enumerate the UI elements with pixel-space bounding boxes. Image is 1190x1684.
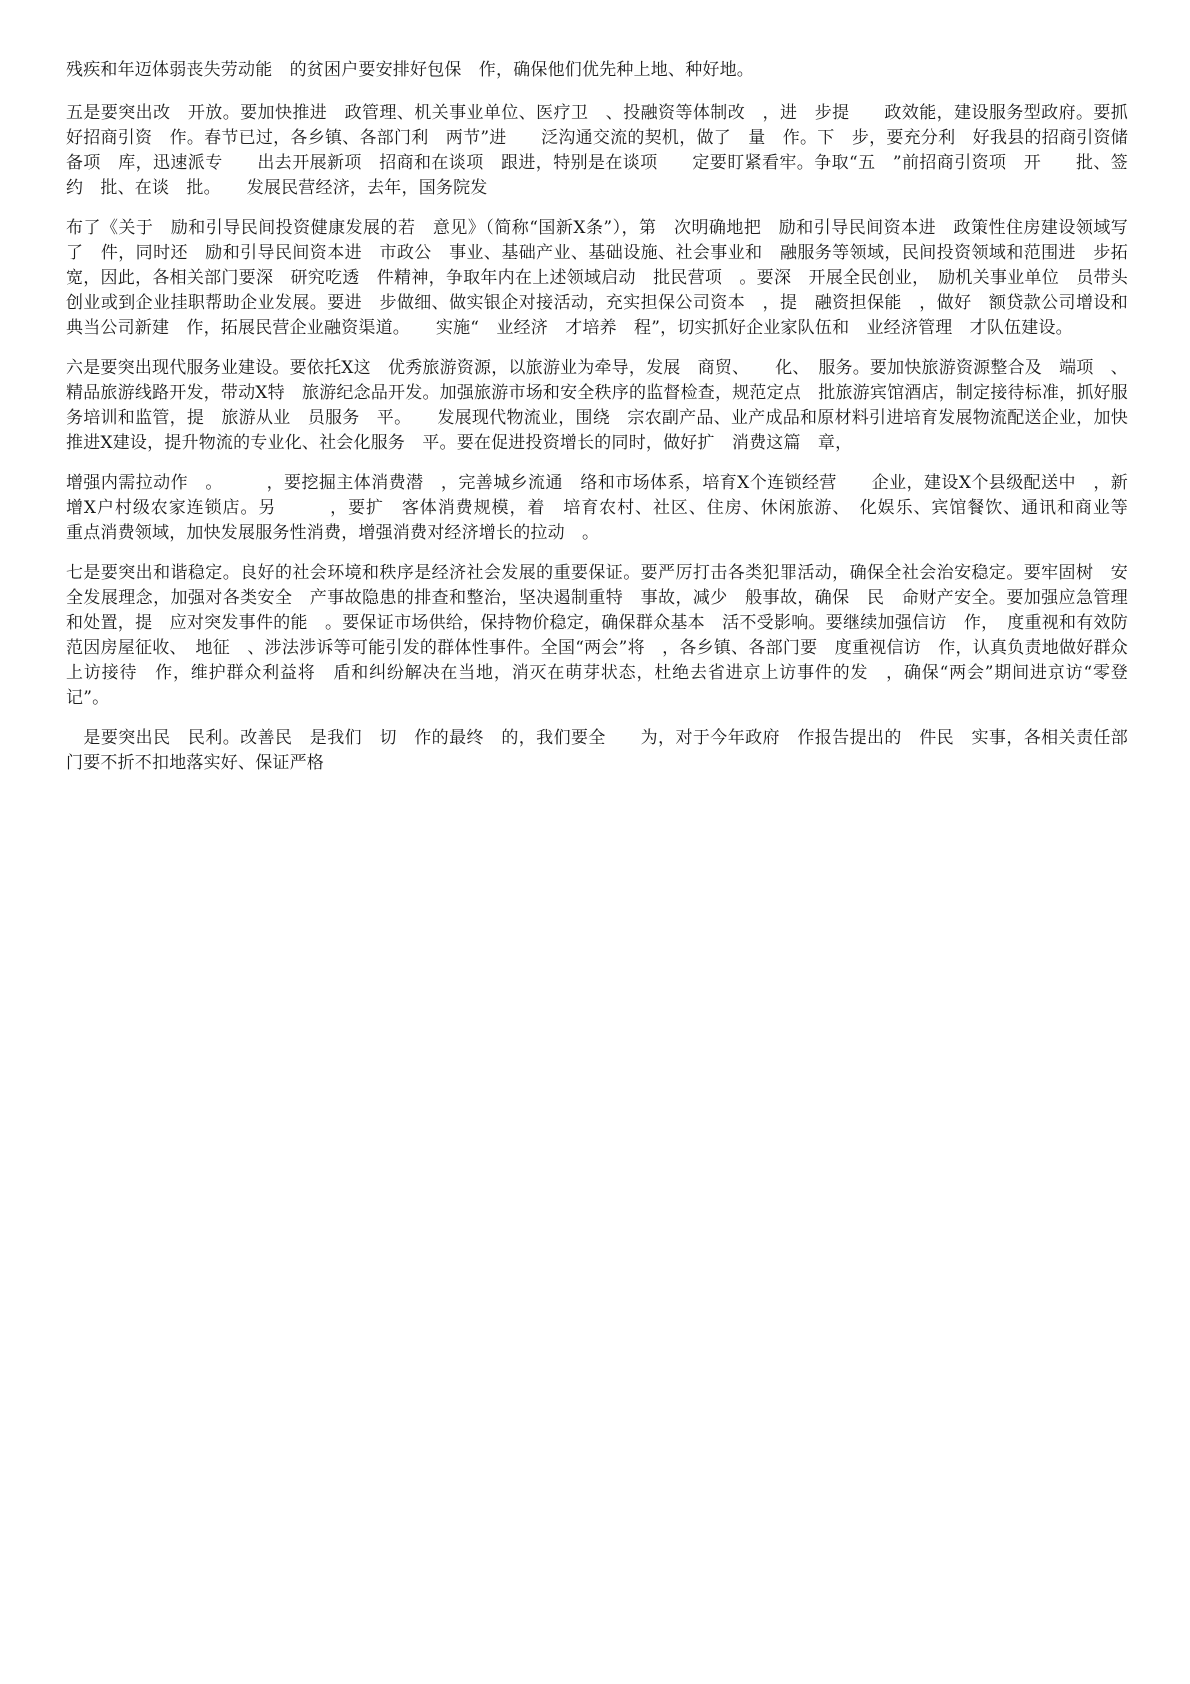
paragraph-private-investment: 布了《关于 励和引导民间投资健康发展的若 意见》（简称“国新X条”），第 次明确地把 励和引导民间资本进 政策性住房建设领域写 了 件，同时还 励和引导民间资本进 市政公 事业、基础产业、基础设施、社会事业和 融服务等领域，民间投资领域和范围进 步拓宽，因此，各相关部门要深 研究吃透 件精神，争取年内在上述领域启动 批民营项 。要深 开展全民创业， 励机关事业单位 员带头创业或到企业挂职帮助企业发展。要进 步做细、做实银企对接活动，充实担保公司资本 ，提 融资担保能 ，做好 额贷款公司增设和典当公司新建 作，拓展民营企业融资渠道。 实施“ 业经济 才培养 程”，切实抓好企业家队伍和 业经济管理 才队伍建设。	[66, 218, 1146, 338]
paragraph-harmony-stability: 七是要突出和谐稳定。良好的社会环境和秩序是经济社会发展的重要保证。要严厉打击各类犯罪活动，确保全社会治安稳定。要牢固树 安全发展理念，加强对各类安全 产事故隐患的排查和整治，坚决遏制重特 事故，减少 般事故，确保 民 命财产安全。要加强应急管理和处置，提 应对突发事件的能 。要保证市场供给，保持物价稳定，确保群众基本 活不受影响。要继续加强信访 作， 度重视和有效防范因房屋征收、 地征 、涉法涉诉等可能引发的群体性事件。全国“两会”将 ，各乡镇、各部门要 度重视信访 作，认真负责地做好群众上访接待 作，维护群众利益将 盾和纠纷解决在当地，消灭在萌芽状态，杜绝去省进京上访事件的发 ，确保“两会”期间进京访“零登记”。	[66, 563, 1128, 708]
paragraph-domestic-demand: 增强内需拉动作 。 ，要挖掘主体消费潜 ，完善城乡流通 络和市场体系，培育X个连锁经营 企业，建设X个县级配送中 ，新增X户村级农家连锁店。另 ，要扩 客体消费规模，着 培育农村、社区、住房、休闲旅游、 化娱乐、宾馆餐饮、通讯和商业等 重点消费领域，加快发展服务性消费，增强消费对经济增长的拉动 。	[66, 473, 1163, 543]
document-page	[66, 58, 1163, 791]
paragraph-intro: 残疾和年迈体弱丧失劳动能 的贫困户要安排好包保 作，确保他们优先种上地、种好地。	[66, 60, 754, 80]
paragraph-modern-services: 六是要突出现代服务业建设。要依托X这 优秀旅游资源，以旅游业为牵导，发展 商贸、 化、 服务。要加快旅游资源整合及 端项 、精品旅游线路开发，带动X特 旅游纪念品开发。加强旅游市场和安全秩序的监督检查，规范定点 批旅游宾馆酒店，制定接待标准，抓好服务培训和监管，提 旅游从业 员服务 平。 发展现代物流业，围绕 宗农副产品、业产成品和原材料引进培育发展物流配送企业，加快推进X建设，提升物流的专业化、社会化服务 平。要在促进投资增长的同时，做好扩 消费这篇 章，	[66, 358, 1128, 453]
paragraph-livelihood: 是要突出民 民利。改善民 是我们 切 作的最终 的，我们要全 为，对于今年政府 作报告提出的 件民 实事，各相关责任部门要不折不扣地落实好、保证严格	[66, 728, 1128, 773]
paragraph-reform-opening: 五是要突出改 开放。要加快推进 政管理、机关事业单位、医疗卫 、投融资等体制改 ，进 步提 政效能，建设服务型政府。要抓好招商引资 作。春节已过，各乡镇、各部门利 两节”进 泛沟通交流的契机，做了 量 作。下 步，要充分利 好我县的招商引资储备项 库，迅速派专 出去开展新项 招商和在谈项 跟进，特别是在谈项 定要盯紧看牢。争取“五 ”前招商引资项 开 批、签约 批、在谈 批。 发展民营经济，去年，国务院发	[66, 103, 1128, 198]
